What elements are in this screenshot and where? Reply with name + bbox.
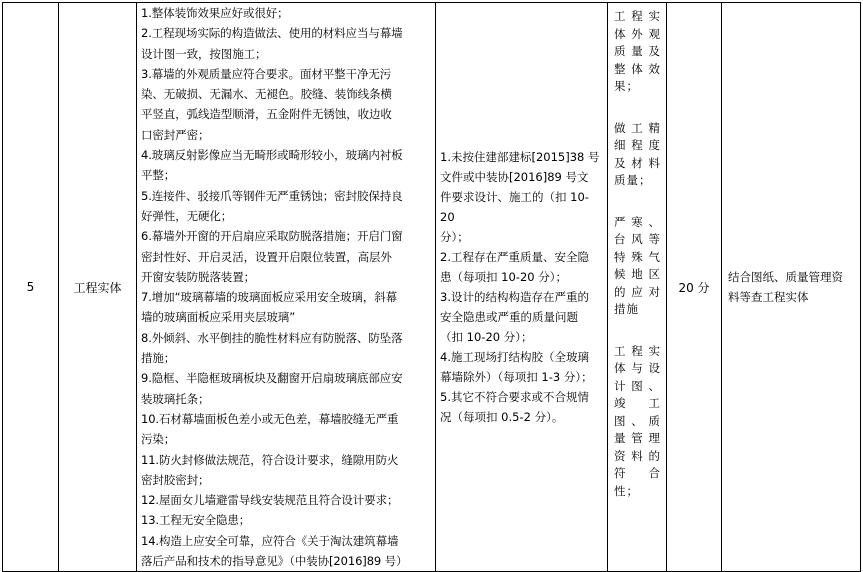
inspection-method: 结合图纸、质量管理资料等查工程实体 [728, 270, 843, 305]
requirement-line: 措施； [141, 351, 176, 366]
deduction-line: 5.其它不符合要求或不合规情 [440, 390, 589, 405]
requirement-line: 密封性好、开启灵活，设置开启限位装置，高层外 [141, 249, 392, 264]
requirement-line: 密封胶密封； [141, 472, 210, 487]
requirement-line: 设计图一致，按图施工； [141, 46, 267, 61]
requirement-line: 9.隐框、半隐框玻璃板块及翻窗开启扇玻璃底部应安 [141, 371, 403, 386]
deduction-line: 患（每项扣 10-20 分）； [440, 270, 567, 285]
deduction-line: 2.工程存在严重质量、安全隐 [440, 250, 589, 265]
requirement-line: 好弹性，无硬化； [141, 208, 233, 223]
focus-item: 严寒、台风等特殊气候地区的应对措施 [614, 214, 661, 316]
row-number: 5 [26, 280, 35, 295]
evaluation-table [2, 2, 861, 572]
requirement-line: 4.玻璃反射影像应当无畸形或畸形较小，玻璃内衬板 [141, 148, 403, 163]
focus-item: 工程实体与设计图、竣工图、质量管理资料的符合性； [614, 343, 661, 498]
method-cell [722, 3, 861, 572]
requirement-line: 落后产品和技术的指导意见》（中装协[2016]89 号） [141, 554, 408, 569]
deduction-line: 安全隐患或严重的质量问题 [440, 310, 578, 325]
deduction-line: 1.未按住建部建标[2015]38 号 [440, 150, 600, 165]
requirement-line: 12.屋面女儿墙避雷导线安装规范且符合设计要求； [141, 493, 399, 508]
requirement-line: 平竖直，弧线造型顺滑，五金附件无锈蚀，收边收 [141, 107, 392, 122]
deduction-line: 4.施工现场打结构胶（全玻璃 [440, 350, 589, 365]
focus-item: 做工精细程度及材料质量； [614, 120, 661, 187]
deduction-line: 幕墙除外）（每项扣 1-3 分）； [440, 370, 593, 385]
deduction-line: 文件或中装协[2016]89 号文 [440, 170, 589, 185]
requirement-line: 3.幕墙的外观质量应符合要求。面材平整干净无污 [141, 66, 392, 81]
deductions-cell [436, 3, 608, 572]
requirement-line: 14.构造上应安全可靠，应符合《关于淘汰建筑幕墙 [141, 533, 399, 548]
requirement-line: 10.石材幕墙面板色差小或无色差，幕墙胶缝无严重 [141, 411, 399, 426]
requirement-line: 13.工程无安全隐患； [141, 513, 251, 528]
requirements-cell [137, 3, 436, 572]
requirement-line: 2.工程现场实际的构造做法、使用的材料应当与幕墙 [141, 26, 403, 41]
requirement-line: 开窗安装防脱落装置； [141, 269, 255, 284]
requirement-line: 口密封严密； [141, 127, 210, 142]
requirement-line: 5.连接件、驳接爪等钢件无严重锈蚀；密封胶保持良 [141, 188, 403, 203]
deduction-line: 件要求设计、施工的（扣 10-20 [440, 190, 589, 225]
requirement-line: 11.防火封修做法规范，符合设计要求，缝隙用防火 [141, 452, 399, 467]
row-number-cell [3, 3, 59, 572]
deduction-line: 分）； [440, 230, 469, 245]
deduction-line: （扣 10-20 分）； [440, 330, 533, 345]
requirement-line: 7.增加“玻璃幕墙的玻璃面板应采用安全玻璃，斜幕 [141, 290, 398, 305]
requirement-line: 1.整体装饰效果应好或很好； [141, 6, 289, 20]
requirement-line: 8.外倾斜、水平倒挂的脆性材料应有防脱落、防坠落 [141, 330, 403, 345]
score-cell [667, 3, 722, 572]
requirement-line: 污染； [141, 432, 176, 447]
score-value: 20 分 [678, 280, 710, 295]
item-name: 工程实体 [73, 280, 122, 295]
deduction-line: 3.设计的结构构造存在严重的 [440, 290, 589, 305]
requirement-line: 染、无破损、无漏水、无褪色。胶缝、装饰线条横 [141, 87, 392, 102]
requirement-line: 装玻璃托条； [141, 391, 210, 406]
requirement-line: 墙的玻璃面板应采用夹层玻璃” [141, 310, 296, 325]
deduction-line: 况（每项扣 0.5-2 分）。 [440, 410, 564, 425]
requirement-line: 6.幕墙外开窗的开启扇应采取防脱落措施；开启门窗 [141, 229, 403, 244]
focus-cell [608, 3, 667, 572]
requirement-line: 平整； [141, 168, 176, 183]
item-cell [59, 3, 137, 572]
focus-item: 工程实体外观质量及整体效果； [614, 9, 661, 93]
table-row [3, 3, 861, 572]
